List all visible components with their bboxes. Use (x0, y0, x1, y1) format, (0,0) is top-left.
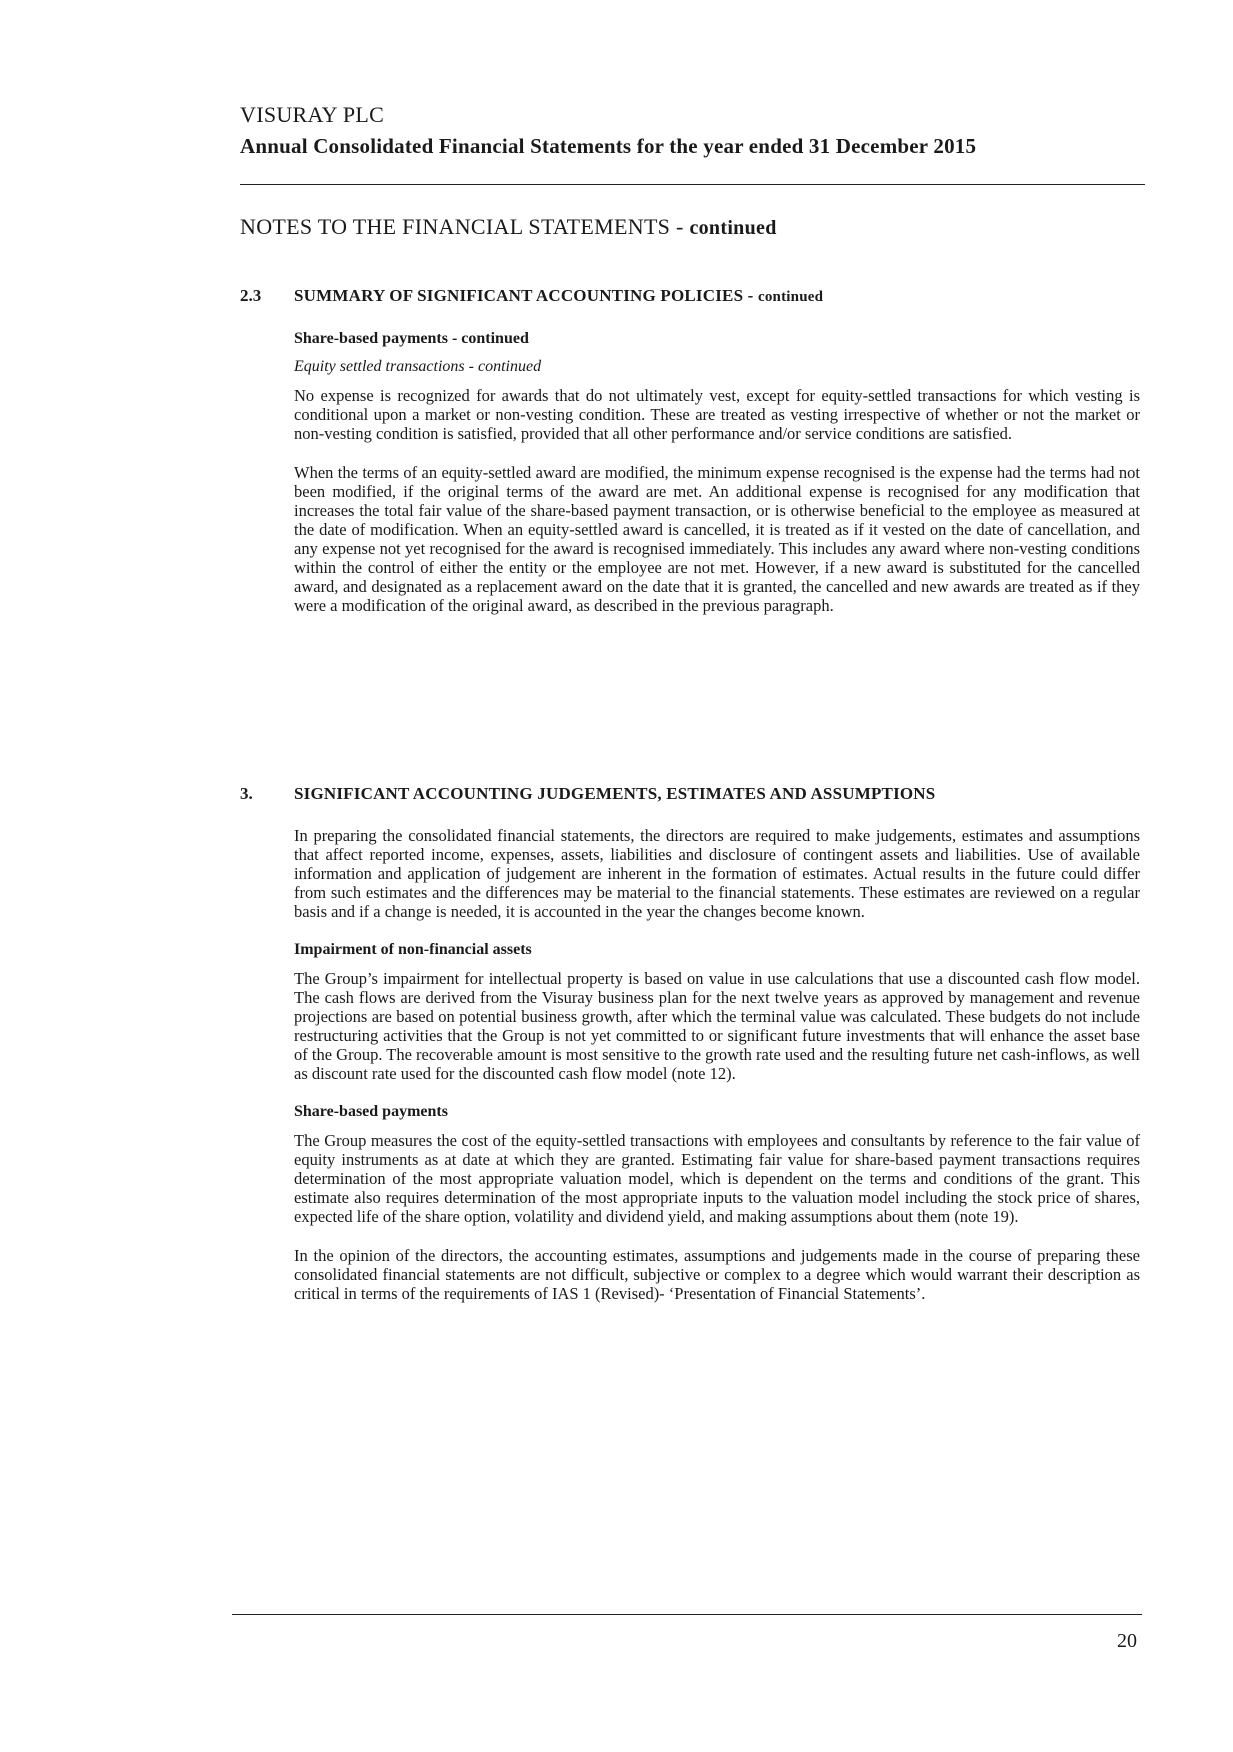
header-divider (240, 184, 1145, 185)
share-based-payments-heading: Share-based payments (294, 1103, 448, 1120)
share-based-payments-paragraph: The Group measures the cost of the equity-settled transactions with employees and consultants by reference to the fair value of equity instruments as at date at which they are granted. Estimating fair value for share-based payment transactions requires determination of the most appropriate valuation model, which is dependent on the terms and conditions of the grant. This estimate also requires determination of the most appropriate inputs to the valuation model including the stock price of shares, expected life of the share option, volatility and dividend yield, and making assumptions about them (note 19). (294, 1131, 1140, 1226)
section-3-intro: In preparing the consolidated financial statements, the directors are required to make judgements, estimates and assumptions that affect reported income, expenses, assets, liabilities and disclosure of contingent assets and liabilities. Use of available information and application of judgement are inherent in the formation of estimates. Actual results in the future could differ from such estimates and the differences may be material to the financial statements. These estimates are reviewed on a regular basis and if a change is needed, it is accounted in the year the changes become known. (294, 826, 1140, 921)
report-subtitle: Annual Consolidated Financial Statements for the year ended 31 December 2015 (240, 134, 977, 158)
section-2-3-body (294, 330, 1140, 635)
footer-divider (232, 1614, 1142, 1615)
equity-settled-transactions-heading: Equity settled transactions - continued (294, 358, 542, 375)
notes-title-main: NOTES TO THE FINANCIAL STATEMENTS - (240, 214, 690, 239)
impairment-heading: Impairment of non-financial assets (294, 941, 532, 958)
section-3-number: 3. (240, 784, 253, 803)
section-3-title: SIGNIFICANT ACCOUNTING JUDGEMENTS, ESTIMATES AND ASSUMPTIONS (294, 784, 936, 803)
section-2-3-title (294, 286, 823, 306)
section-2-3-paragraph-1: No expense is recognized for awards that do not ultimately vest, except for equity-settled transactions for which vesting is conditional upon a market or non-vesting condition. These are treated as vesting irrespective of whether or not the market or non-vesting condition is satisfied, provided that all other performance and/or service conditions are satisfied. (294, 386, 1140, 443)
section-3-body (294, 826, 1140, 1323)
notes-title-continued: continued (689, 217, 777, 239)
directors-opinion-paragraph: In the opinion of the directors, the accounting estimates, assumptions and judgements made in the course of preparing these consolidated financial statements are not difficult, subjective or complex to a degree which would warrant their description as critical in terms of the requirements of IAS 1 (Revised)- ‘Presentation of Financial Statements’. (294, 1246, 1140, 1303)
impairment-paragraph: The Group’s impairment for intellectual property is based on value in use calculations that use a discounted cash flow model. The cash flows are derived from the Visuray business plan for the next twelve years as approved by management and revenue projections are based on potential business growth, after which the terminal value was calculated. These budgets do not include restructuring activities that the Group is not yet committed to or significant future investments that will enhance the asset base of the Group. The recoverable amount is most sensitive to the growth rate used and the resulting future net cash-inflows, as well as discount rate used for the discounted cash flow model (note 12). (294, 969, 1141, 1083)
section-2-3-number: 2.3 (240, 286, 262, 305)
company-name: VISURAY PLC (240, 102, 385, 127)
section-2-3-title-text: SUMMARY OF SIGNIFICANT ACCOUNTING POLICIES - (294, 286, 758, 305)
section-2-3-paragraph-2: When the terms of an equity-settled award are modified, the minimum expense recognised is the expense had the terms had not been modified, if the original terms of the award are met. An additional expense is recognised for any modification that increases the total fair value of the share-based payment transaction, or is otherwise beneficial to the employee as measured at the date of modification. When an equity-settled award is cancelled, it is treated as if it vested on the date of cancellation, and any expense not yet recognised for the award is recognised immediately. This includes any award where non-vesting conditions within the control of either the entity or the employee are not met. However, if a new award is substituted for the cancelled award, and designated as a replacement award on the date that it is granted, the cancelled and new awards are treated as if they were a modification of the original award, as described in the previous paragraph. (294, 463, 1140, 615)
page-number: 20 (1117, 1630, 1137, 1652)
section-2-3-title-continued: continued (757, 289, 824, 305)
notes-title (240, 214, 777, 240)
share-based-payments-continued-heading: Share-based payments - continued (294, 330, 529, 347)
